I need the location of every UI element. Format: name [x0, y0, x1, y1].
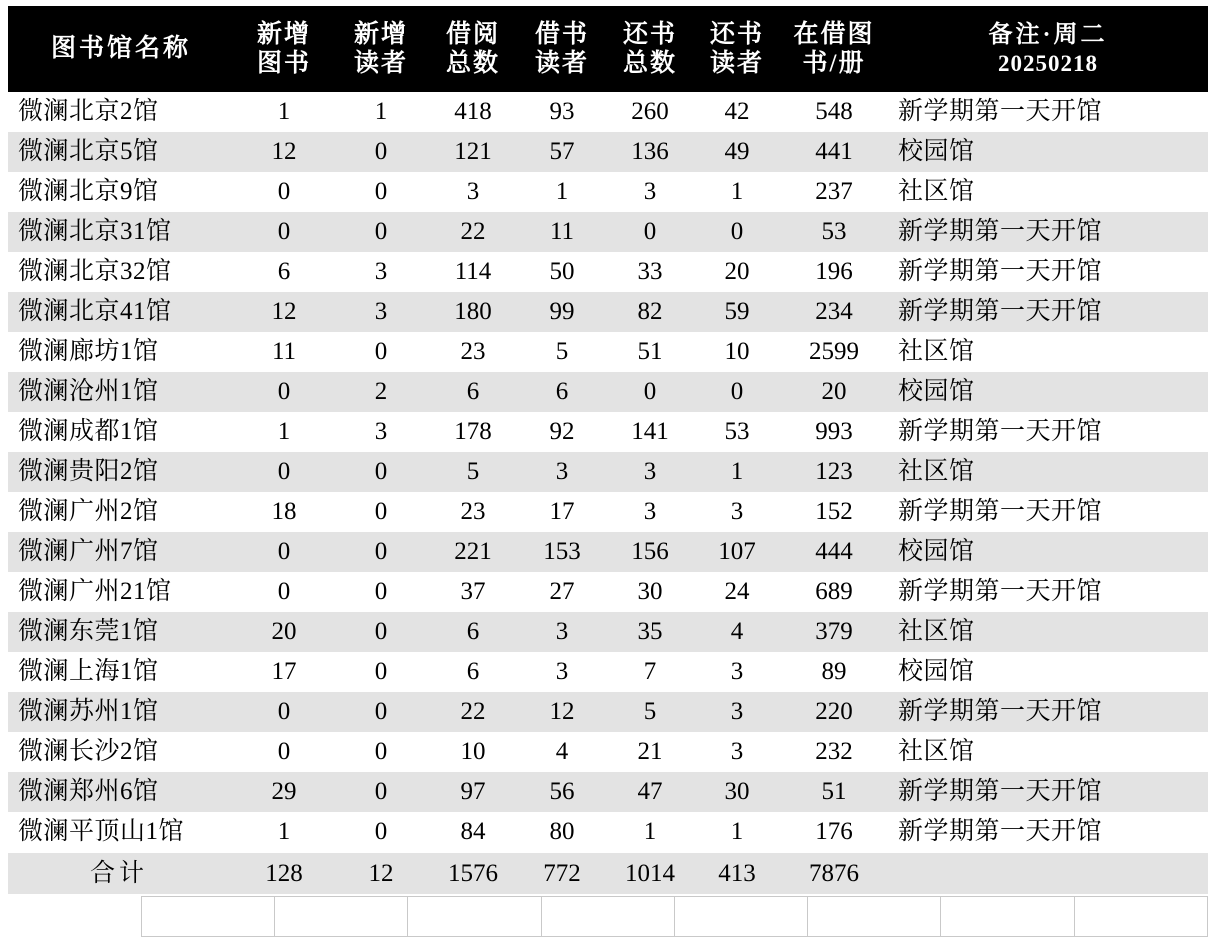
cell-library-name: 微澜平顶山1馆	[8, 812, 234, 852]
cell-return-total: 30	[606, 572, 694, 612]
header-line-1: 借书	[534, 20, 589, 48]
cell-total-borrow-readers: 772	[518, 852, 606, 894]
library-statistics-table	[8, 6, 1208, 894]
cell-new-books: 0	[234, 212, 334, 252]
cell-new-readers: 0	[334, 572, 428, 612]
cell-new-books: 0	[234, 732, 334, 772]
cell-library-name: 微澜上海1馆	[8, 652, 234, 692]
cell-return-total: 141	[606, 412, 694, 452]
table-row	[8, 732, 1208, 772]
cell-total-on-loan: 7876	[780, 852, 888, 894]
cell-on-loan: 53	[780, 212, 888, 252]
cell-borrow-readers: 5	[518, 332, 606, 372]
table-row	[8, 692, 1208, 732]
cell-note: 新学期第一天开馆	[888, 772, 1208, 812]
cell-return-total: 3	[606, 172, 694, 212]
spreadsheet-sheet	[0, 6, 1226, 888]
cell-borrow-total: 5	[428, 452, 518, 492]
cell-new-books: 17	[234, 652, 334, 692]
cell-note: 新学期第一天开馆	[888, 92, 1208, 132]
empty-cell	[674, 897, 807, 937]
cell-new-books: 20	[234, 612, 334, 652]
cell-library-name: 微澜东莞1馆	[8, 612, 234, 652]
cell-borrow-total: 23	[428, 492, 518, 532]
header-line-1: 新增	[353, 20, 408, 48]
cell-return-total: 156	[606, 532, 694, 572]
empty-trailing-row	[8, 896, 1208, 937]
cell-return-readers: 3	[694, 732, 780, 772]
cell-new-books: 12	[234, 292, 334, 332]
header-line-2: 20250218	[998, 50, 1098, 76]
cell-borrow-total: 3	[428, 172, 518, 212]
cell-return-readers: 30	[694, 772, 780, 812]
cell-return-readers: 49	[694, 132, 780, 172]
cell-return-readers: 3	[694, 492, 780, 532]
cell-library-name: 微澜郑州6馆	[8, 772, 234, 812]
cell-borrow-readers: 99	[518, 292, 606, 332]
cell-total-return-readers: 413	[694, 852, 780, 894]
cell-library-name: 微澜北京41馆	[8, 292, 234, 332]
cell-borrow-readers: 3	[518, 612, 606, 652]
table-row	[8, 92, 1208, 132]
cell-new-readers: 3	[334, 252, 428, 292]
cell-borrow-readers: 17	[518, 492, 606, 532]
cell-total-return-total: 1014	[606, 852, 694, 894]
cell-note: 社区馆	[888, 172, 1208, 212]
cell-note: 新学期第一天开馆	[888, 212, 1208, 252]
cell-return-total: 47	[606, 772, 694, 812]
cell-return-total: 35	[606, 612, 694, 652]
cell-new-readers: 0	[334, 652, 428, 692]
cell-new-readers: 3	[334, 292, 428, 332]
cell-note: 新学期第一天开馆	[888, 252, 1208, 292]
cell-note: 新学期第一天开馆	[888, 412, 1208, 452]
cell-return-readers: 20	[694, 252, 780, 292]
empty-cell	[275, 897, 408, 937]
cell-borrow-total: 6	[428, 612, 518, 652]
cell-borrow-readers: 92	[518, 412, 606, 452]
column-header-borrow-readers	[518, 6, 606, 92]
cell-library-name: 微澜苏州1馆	[8, 692, 234, 732]
cell-on-loan: 444	[780, 532, 888, 572]
cell-return-total: 5	[606, 692, 694, 732]
cell-return-readers: 1	[694, 452, 780, 492]
cell-return-total: 1	[606, 812, 694, 852]
cell-new-books: 0	[234, 532, 334, 572]
column-header-new-readers	[334, 6, 428, 92]
cell-return-total: 0	[606, 372, 694, 412]
cell-library-name: 微澜廊坊1馆	[8, 332, 234, 372]
cell-return-readers: 59	[694, 292, 780, 332]
cell-new-books: 0	[234, 172, 334, 212]
table-row	[8, 492, 1208, 532]
header-line-2: 读者	[534, 50, 589, 77]
cell-return-readers: 3	[694, 652, 780, 692]
cell-on-loan: 993	[780, 412, 888, 452]
table-row	[8, 212, 1208, 252]
cell-on-loan: 441	[780, 132, 888, 172]
cell-on-loan: 152	[780, 492, 888, 532]
cell-on-loan: 196	[780, 252, 888, 292]
cell-borrow-total: 23	[428, 332, 518, 372]
table-row	[8, 772, 1208, 812]
cell-new-readers: 0	[334, 532, 428, 572]
cell-new-books: 0	[234, 572, 334, 612]
header-line-1: 还书	[622, 20, 677, 48]
cell-borrow-total: 84	[428, 812, 518, 852]
cell-library-name: 微澜广州7馆	[8, 532, 234, 572]
cell-return-readers: 4	[694, 612, 780, 652]
cell-note: 社区馆	[888, 612, 1208, 652]
cell-library-name: 微澜长沙2馆	[8, 732, 234, 772]
cell-borrow-total: 6	[428, 372, 518, 412]
table-row	[8, 172, 1208, 212]
cell-borrow-total: 10	[428, 732, 518, 772]
cell-library-name: 微澜北京2馆	[8, 92, 234, 132]
cell-return-total: 3	[606, 452, 694, 492]
table-row	[8, 452, 1208, 492]
cell-on-loan: 237	[780, 172, 888, 212]
cell-new-readers: 0	[334, 692, 428, 732]
table-row	[8, 532, 1208, 572]
cell-library-name: 微澜贵阳2馆	[8, 452, 234, 492]
table-body	[8, 92, 1208, 894]
cell-library-name: 微澜北京9馆	[8, 172, 234, 212]
column-header-return-total	[606, 6, 694, 92]
cell-borrow-readers: 12	[518, 692, 606, 732]
cell-new-books: 29	[234, 772, 334, 812]
cell-new-readers: 0	[334, 772, 428, 812]
cell-on-loan: 20	[780, 372, 888, 412]
cell-on-loan: 234	[780, 292, 888, 332]
cell-return-total: 136	[606, 132, 694, 172]
cell-return-readers: 42	[694, 92, 780, 132]
cell-note: 社区馆	[888, 332, 1208, 372]
cell-borrow-total: 114	[428, 252, 518, 292]
cell-return-total: 260	[606, 92, 694, 132]
cell-on-loan: 220	[780, 692, 888, 732]
table-row	[8, 292, 1208, 332]
cell-return-total: 82	[606, 292, 694, 332]
cell-note: 校园馆	[888, 532, 1208, 572]
table-header	[8, 6, 1208, 92]
cell-library-name: 微澜北京32馆	[8, 252, 234, 292]
cell-library-name: 微澜沧州1馆	[8, 372, 234, 412]
cell-return-total: 3	[606, 492, 694, 532]
header-line-2: 图书	[256, 50, 311, 77]
cell-note: 校园馆	[888, 652, 1208, 692]
cell-new-books: 6	[234, 252, 334, 292]
cell-note: 社区馆	[888, 452, 1208, 492]
cell-borrow-total: 22	[428, 212, 518, 252]
cell-note: 新学期第一天开馆	[888, 692, 1208, 732]
cell-new-readers: 0	[334, 492, 428, 532]
header-row	[8, 6, 1208, 92]
cell-new-readers: 0	[334, 612, 428, 652]
cell-total-borrow-total: 1576	[428, 852, 518, 894]
cell-borrow-total: 22	[428, 692, 518, 732]
cell-borrow-total: 121	[428, 132, 518, 172]
cell-new-readers: 0	[334, 332, 428, 372]
column-header-new-books	[234, 6, 334, 92]
cell-library-name: 微澜广州2馆	[8, 492, 234, 532]
empty-cell	[8, 897, 141, 937]
cell-return-readers: 0	[694, 372, 780, 412]
empty-cell	[141, 897, 274, 937]
empty-cell	[408, 897, 541, 937]
table-row	[8, 332, 1208, 372]
cell-on-loan: 548	[780, 92, 888, 132]
cell-return-total: 7	[606, 652, 694, 692]
cell-new-books: 12	[234, 132, 334, 172]
column-header-library-name	[8, 6, 234, 92]
cell-library-name: 微澜北京5馆	[8, 132, 234, 172]
table-row	[8, 372, 1208, 412]
cell-borrow-readers: 56	[518, 772, 606, 812]
cell-borrow-readers: 153	[518, 532, 606, 572]
table-row	[8, 812, 1208, 852]
cell-borrow-total: 37	[428, 572, 518, 612]
cell-borrow-total: 180	[428, 292, 518, 332]
table-row	[8, 612, 1208, 652]
cell-new-readers: 3	[334, 412, 428, 452]
column-header-return-readers	[694, 6, 780, 92]
header-line-1: 还书	[709, 20, 764, 48]
cell-borrow-readers: 93	[518, 92, 606, 132]
header-line-2: 总数	[622, 50, 677, 77]
cell-new-books: 18	[234, 492, 334, 532]
cell-new-books: 0	[234, 452, 334, 492]
cell-new-books: 1	[234, 92, 334, 132]
header-line-1: 借阅	[445, 20, 500, 48]
cell-note: 新学期第一天开馆	[888, 812, 1208, 852]
empty-row	[8, 897, 1208, 937]
cell-new-readers: 0	[334, 132, 428, 172]
cell-return-readers: 10	[694, 332, 780, 372]
cell-new-books: 1	[234, 412, 334, 452]
cell-total-new-readers: 12	[334, 852, 428, 894]
table-row	[8, 252, 1208, 292]
empty-cell	[541, 897, 674, 937]
cell-borrow-readers: 57	[518, 132, 606, 172]
cell-total-note	[888, 852, 1208, 894]
cell-return-total: 51	[606, 332, 694, 372]
header-line-1: 图书馆名称	[50, 35, 191, 63]
cell-note: 校园馆	[888, 372, 1208, 412]
header-line-2: 书/册	[802, 50, 866, 77]
cell-borrow-readers: 50	[518, 252, 606, 292]
column-header-on-loan	[780, 6, 888, 92]
cell-on-loan: 689	[780, 572, 888, 612]
cell-borrow-readers: 11	[518, 212, 606, 252]
cell-return-total: 33	[606, 252, 694, 292]
cell-new-books: 1	[234, 812, 334, 852]
cell-return-readers: 3	[694, 692, 780, 732]
header-line-1: 在借图	[793, 20, 875, 48]
cell-on-loan: 232	[780, 732, 888, 772]
cell-new-readers: 0	[334, 172, 428, 212]
cell-new-readers: 0	[334, 212, 428, 252]
cell-borrow-readers: 6	[518, 372, 606, 412]
header-line-2: 读者	[709, 50, 764, 77]
cell-on-loan: 123	[780, 452, 888, 492]
cell-borrow-readers: 80	[518, 812, 606, 852]
cell-note: 社区馆	[888, 732, 1208, 772]
cell-new-readers: 0	[334, 452, 428, 492]
table-row	[8, 652, 1208, 692]
table-row	[8, 572, 1208, 612]
cell-return-total: 0	[606, 212, 694, 252]
cell-new-readers: 0	[334, 732, 428, 772]
cell-borrow-total: 221	[428, 532, 518, 572]
cell-borrow-total: 418	[428, 92, 518, 132]
cell-new-readers: 1	[334, 92, 428, 132]
cell-on-loan: 89	[780, 652, 888, 692]
cell-new-books: 0	[234, 372, 334, 412]
cell-borrow-readers: 4	[518, 732, 606, 772]
column-header-note	[888, 6, 1208, 92]
cell-total-label: 合计	[8, 852, 234, 894]
empty-cell	[808, 897, 941, 937]
cell-on-loan: 2599	[780, 332, 888, 372]
cell-borrow-total: 97	[428, 772, 518, 812]
cell-return-readers: 1	[694, 172, 780, 212]
cell-library-name: 微澜成都1馆	[8, 412, 234, 452]
cell-total-new-books: 128	[234, 852, 334, 894]
cell-return-readers: 24	[694, 572, 780, 612]
cell-return-readers: 0	[694, 212, 780, 252]
cell-borrow-total: 6	[428, 652, 518, 692]
cell-new-readers: 2	[334, 372, 428, 412]
cell-new-books: 11	[234, 332, 334, 372]
cell-borrow-readers: 1	[518, 172, 606, 212]
cell-note: 新学期第一天开馆	[888, 492, 1208, 532]
cell-return-total: 21	[606, 732, 694, 772]
header-line-1: 备注·周二	[988, 22, 1108, 49]
header-line-1: 新增	[256, 20, 311, 48]
header-line-2: 总数	[445, 50, 500, 77]
table-row	[8, 412, 1208, 452]
cell-borrow-readers: 27	[518, 572, 606, 612]
column-header-borrow-total	[428, 6, 518, 92]
cell-on-loan: 176	[780, 812, 888, 852]
cell-borrow-total: 178	[428, 412, 518, 452]
table-total-row	[8, 852, 1208, 894]
cell-return-readers: 107	[694, 532, 780, 572]
empty-cell	[1074, 897, 1207, 937]
table-row	[8, 132, 1208, 172]
cell-return-readers: 1	[694, 812, 780, 852]
empty-cell	[941, 897, 1074, 937]
cell-note: 新学期第一天开馆	[888, 292, 1208, 332]
header-line-2: 读者	[353, 50, 408, 77]
cell-library-name: 微澜广州21馆	[8, 572, 234, 612]
cell-on-loan: 51	[780, 772, 888, 812]
cell-new-readers: 0	[334, 812, 428, 852]
cell-borrow-readers: 3	[518, 452, 606, 492]
cell-new-books: 0	[234, 692, 334, 732]
cell-note: 校园馆	[888, 132, 1208, 172]
cell-note: 新学期第一天开馆	[888, 572, 1208, 612]
cell-return-readers: 53	[694, 412, 780, 452]
cell-on-loan: 379	[780, 612, 888, 652]
cell-borrow-readers: 3	[518, 652, 606, 692]
cell-library-name: 微澜北京31馆	[8, 212, 234, 252]
